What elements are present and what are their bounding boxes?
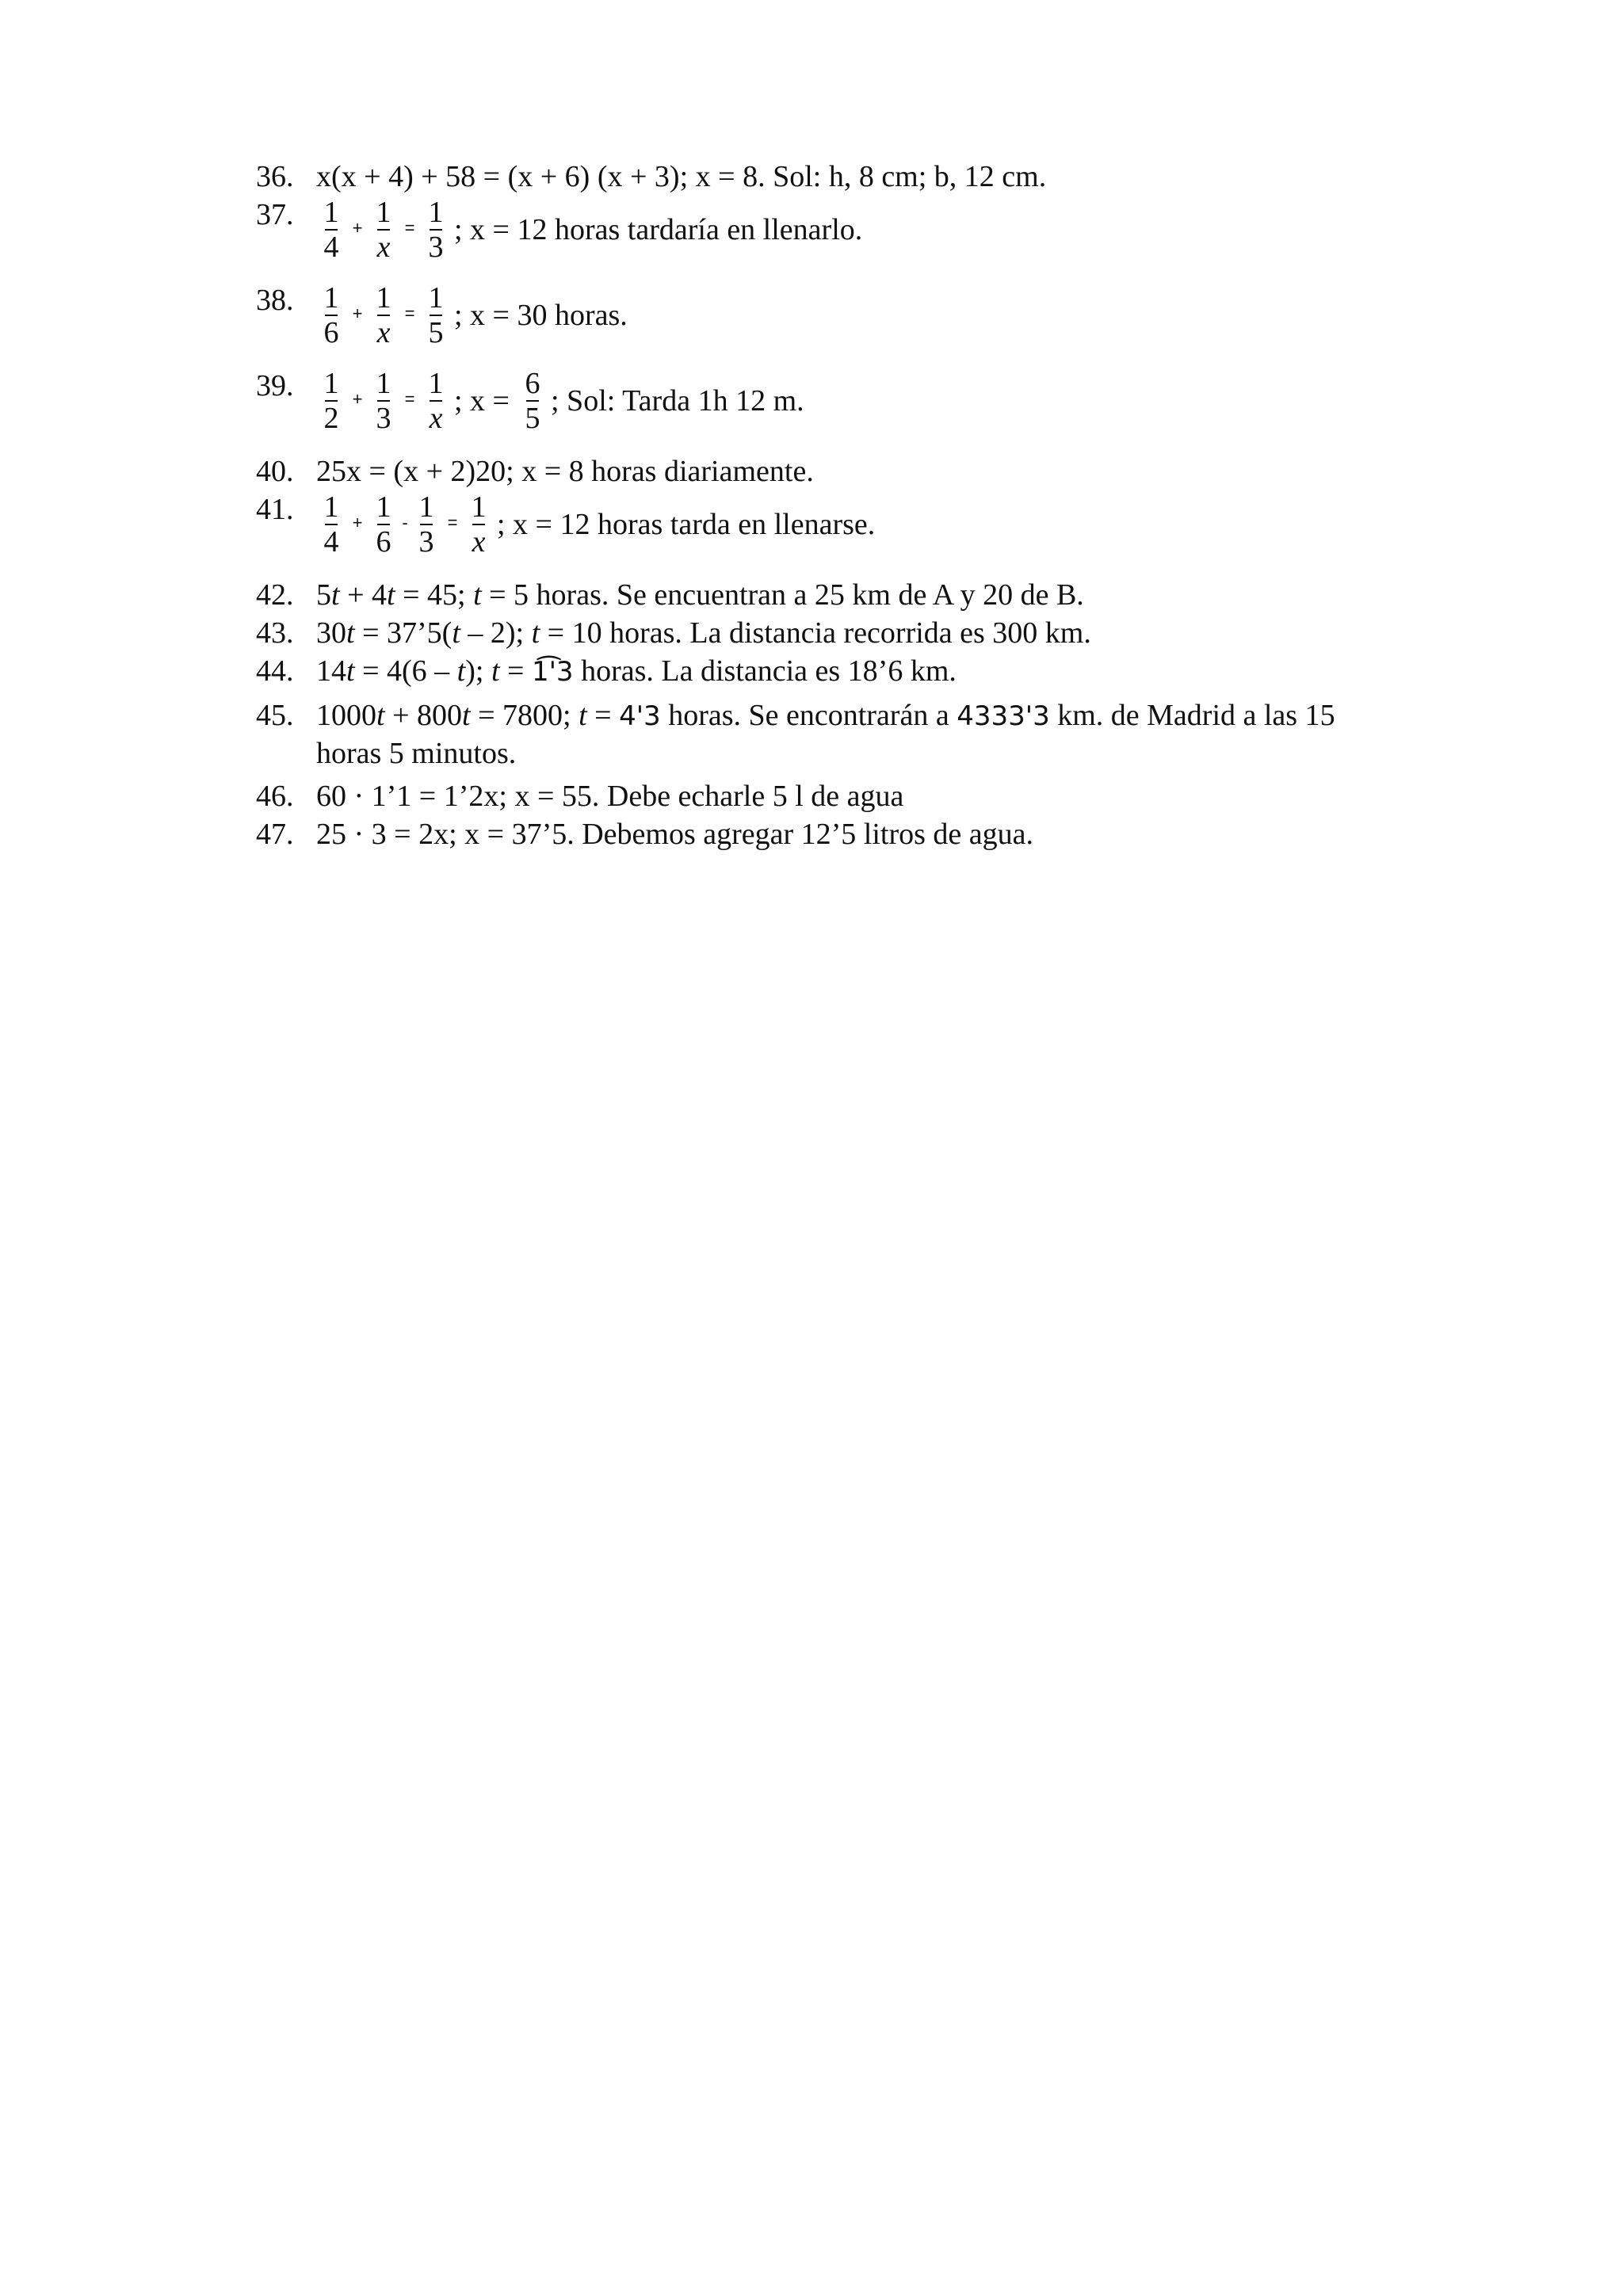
equation	[316, 196, 1480, 263]
item-text: ; x = 12 horas tardaría en llenarlo.	[454, 213, 863, 246]
item-number: 40.	[256, 455, 294, 488]
operator: =	[404, 303, 415, 323]
fraction: $\frac{1}{6}$	[376, 490, 391, 559]
fraction: $\frac{1}{x}$	[471, 490, 487, 559]
fraction: $\frac{1}{3}$	[428, 196, 444, 264]
item-text: 60 · 1’1 = 1’2x; x = 55. Debe echarle 5 l de agua	[316, 780, 904, 813]
item-number: 36.	[256, 160, 294, 193]
answer-item-38	[256, 282, 1480, 358]
item-number: 45.	[256, 699, 294, 732]
item-number: 38.	[256, 284, 294, 317]
fraction: $\frac{1}{4}$	[323, 490, 339, 559]
operator: =	[404, 389, 415, 409]
item-text: ; x =	[454, 384, 510, 418]
item-text: ; x = 30 horas.	[454, 299, 628, 332]
operator: =	[447, 513, 458, 532]
item-text: 25x = (x + 2)20; x = 8 horas diariamente.	[316, 455, 814, 488]
operator: +	[352, 389, 363, 409]
item-number: 44.	[256, 654, 294, 688]
fraction: $\frac{1}{x}$	[376, 281, 391, 349]
answer-item-41	[256, 491, 1480, 567]
operator: +	[352, 513, 363, 532]
fraction: $\frac{1}{6}$	[323, 281, 339, 349]
equation	[316, 368, 1480, 434]
item-text: 5t + 4t = 45; t = 5 horas. Se encuentran a 25 km de A y 20 de B.	[316, 578, 1084, 612]
answer-item-39	[256, 368, 1480, 444]
item-text: ; x = 12 horas tarda en llenarse.	[497, 508, 876, 541]
periodic-decimal: 4333'3	[957, 700, 1050, 732]
item-number: 39.	[256, 369, 294, 402]
operator: =	[404, 218, 415, 238]
item-text: 30t = 37’5(t – 2); t = 10 horas. La distancia recorrida es 300 km.	[316, 616, 1091, 650]
equation	[316, 282, 1480, 349]
equation	[316, 491, 1480, 558]
item-text-continuation: horas 5 minutos.	[316, 737, 517, 770]
item-text: 14t = 4(6 – t); t = 1͡'3 horas. La distancia es 18’6 km.	[316, 654, 957, 688]
item-text: x(x + 4) + 58 = (x + 6) (x + 3); x = 8. Sol: h, 8 cm; b, 12 cm.	[316, 160, 1047, 193]
item-number: 42.	[256, 578, 294, 612]
item-number: 37.	[256, 198, 294, 231]
operator: +	[352, 303, 363, 323]
fraction: $\frac{1}{3}$	[418, 490, 434, 559]
fraction: $\frac{1}{4}$	[323, 196, 339, 264]
item-text: 1000t + 800t = 7800; t = 4'3 horas. Se encontrarán a 4333'3 km. de Madrid a las 15	[316, 699, 1335, 732]
fraction: $\frac{1}{x}$	[376, 196, 391, 264]
operator: +	[352, 218, 363, 238]
operator: -	[402, 513, 408, 532]
fraction: $\frac{1}{x}$	[428, 367, 444, 435]
item-number: 41.	[256, 493, 294, 526]
fraction: $\frac{1}{5}$	[428, 281, 444, 349]
item-number: 43.	[256, 616, 294, 650]
item-number: 46.	[256, 780, 294, 813]
periodic-decimal: 4'3	[619, 700, 661, 732]
item-number: 47.	[256, 818, 294, 851]
answer-item-45	[256, 697, 1480, 773]
fraction: $\frac{1}{3}$	[376, 367, 391, 435]
answer-item-37	[256, 196, 1480, 273]
fraction: $\frac{6}{5}$	[525, 367, 540, 435]
periodic-decimal: 1͡'3	[531, 656, 574, 688]
item-text: 25 · 3 = 2x; x = 37’5. Debemos agregar 12’5 litros de agua.	[316, 818, 1034, 851]
item-text: ; Sol: Tarda 1h 12 m.	[551, 384, 804, 418]
fraction: $\frac{1}{2}$	[323, 367, 339, 435]
